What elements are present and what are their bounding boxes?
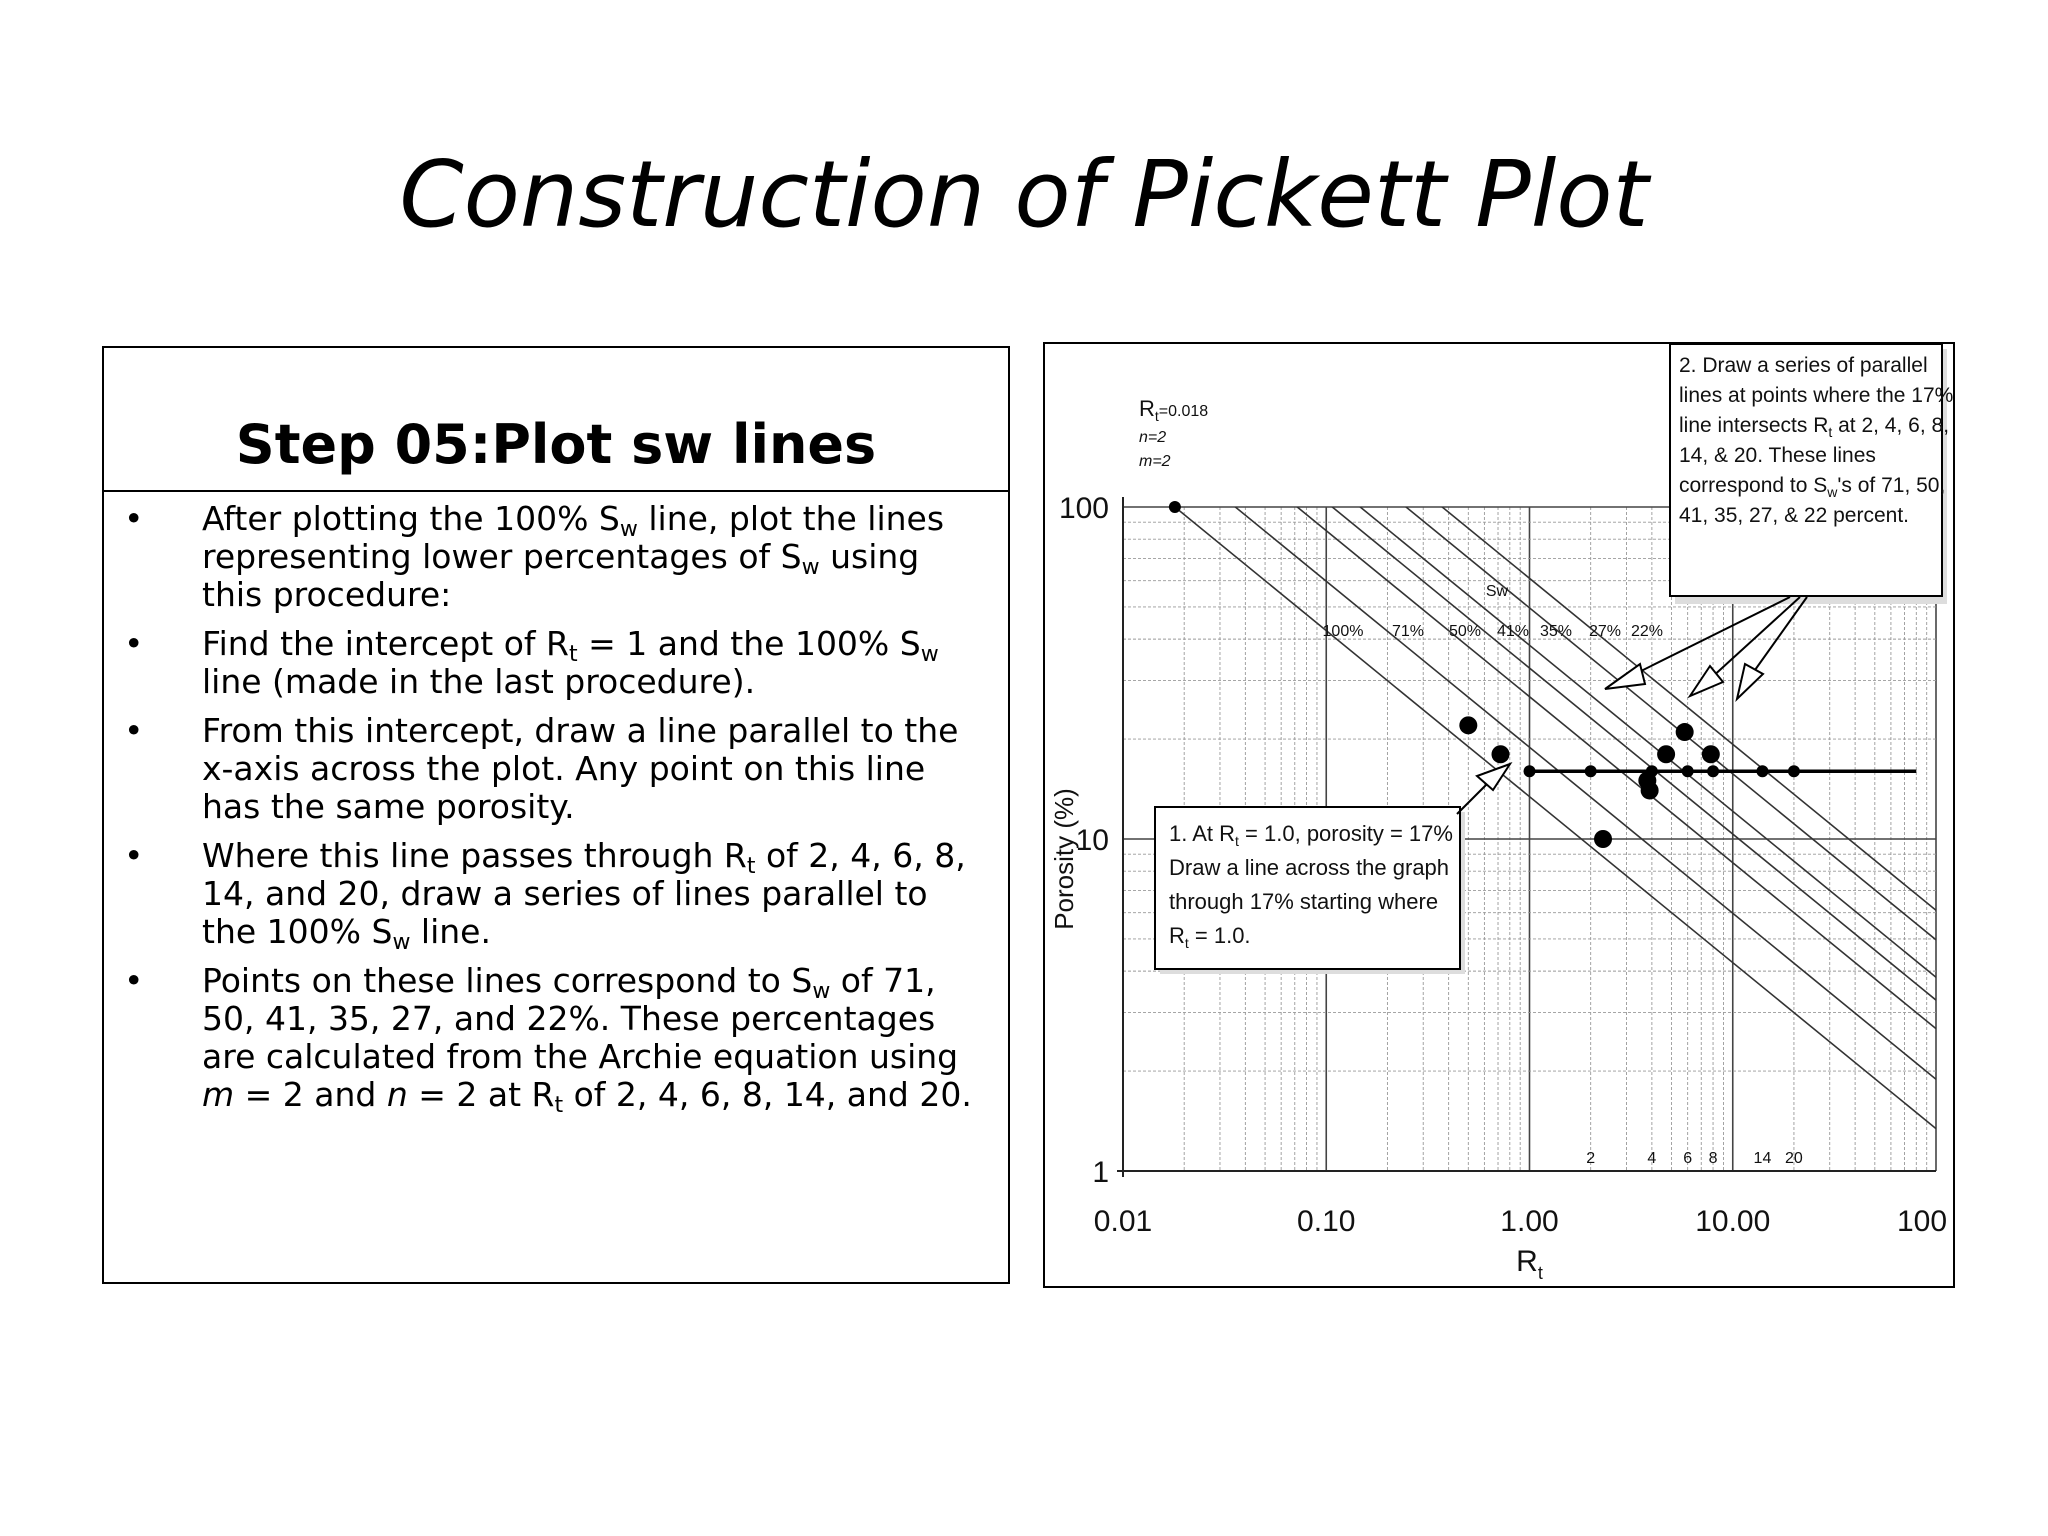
data-point xyxy=(1702,745,1720,763)
rw-label: $R_t^{=0.018}$ xyxy=(1139,396,1209,424)
bullet-dot: • xyxy=(124,711,144,750)
data-point xyxy=(1638,772,1656,790)
annotation-1-text: Draw a line across the graph xyxy=(1169,855,1450,880)
annotation-2-text: 41, 35, 27, & 22 percent. xyxy=(1679,504,1909,527)
annotation-2-arrowhead xyxy=(1737,664,1763,699)
annotation-1-text: $R_t = 1.0$. xyxy=(1169,923,1251,951)
step-heading: Step 05:Plot sw lines xyxy=(235,413,877,476)
data-point xyxy=(1676,723,1694,741)
annotation-1-arrow xyxy=(1457,781,1490,814)
bullet-text: line, plot the lines representing lower percentages of S xyxy=(202,499,945,576)
data-point xyxy=(1594,830,1612,848)
bullet-list xyxy=(104,492,1008,1118)
sw-label: 22% xyxy=(1630,623,1664,640)
x-tick-label: 1.00 xyxy=(1500,1205,1559,1238)
bullet-item xyxy=(104,625,978,701)
data-point xyxy=(1492,745,1510,763)
italic-variable: n xyxy=(386,1075,408,1114)
bullet-item xyxy=(104,961,978,1118)
step-header xyxy=(104,348,1008,492)
bullet-text: of 2, 4, 6, 8, 14, and 20. xyxy=(563,1075,972,1114)
subscript: w xyxy=(812,979,831,1004)
x-tick-label: 10.00 xyxy=(1695,1205,1771,1238)
y-axis-label: Porosity (%) xyxy=(1049,788,1079,930)
sw-label: 100% xyxy=(1322,623,1364,640)
rw-label-value: =0.018 xyxy=(1158,403,1209,420)
sw-label: 35% xyxy=(1539,623,1573,640)
m-label: m=2 xyxy=(1139,453,1171,470)
pickett-plot xyxy=(1045,344,1953,1286)
rt-mark-label: 20 xyxy=(1785,1150,1803,1167)
n-label: n=2 xyxy=(1139,429,1167,446)
rt-mark-label: 6 xyxy=(1683,1150,1693,1167)
bullet-dot: • xyxy=(124,961,144,1000)
annotation-1-text: 1. At $R_t = 1.0$, porosity = 17% xyxy=(1169,821,1453,849)
bullet-text: line. xyxy=(410,912,491,951)
bullet-text: of 71, 50, 41, 35, 27, and 22%. These percentages are calculated from the Archie equation using xyxy=(202,961,959,1076)
bullet-text: Find the intercept of R xyxy=(202,624,569,663)
annotation-2-text: line intersects $R_t$ at 2, 4, 6, 8, xyxy=(1679,414,1950,440)
sw-label: 41% xyxy=(1496,623,1530,640)
bullet-text: line (made in the last procedure). xyxy=(202,662,756,701)
annotation-1-subscript: t xyxy=(1235,833,1239,849)
annotation-2-text: at 2, 4, 6, 8, xyxy=(1832,414,1950,437)
x-axis-label: $R_t$ xyxy=(1516,1245,1543,1283)
data-point xyxy=(1459,716,1477,734)
step-panel xyxy=(102,346,1010,1284)
y-tick-label: 100 xyxy=(1058,492,1109,525)
bullet-text: of 2, 4, 6, 8, 14, and 20, draw a series of lines parallel to the 100% S xyxy=(202,836,966,951)
bullet-text: = 2 at R xyxy=(407,1075,555,1114)
anchor-point xyxy=(1169,501,1181,513)
subscript: w xyxy=(801,555,820,580)
bullet-text: Where this line passes through R xyxy=(202,836,747,875)
x-tick-label: 100 xyxy=(1896,1205,1948,1238)
annotation-1-text: = 1.0. xyxy=(1188,923,1251,948)
y-tick-label: 10 xyxy=(1075,824,1109,857)
intersection-mark xyxy=(1524,765,1536,777)
subscript: w xyxy=(392,930,411,955)
annotation-2-subscript: w xyxy=(1827,484,1838,500)
y-tick-label: 1 xyxy=(1092,1156,1109,1189)
annotation-1-subscript: t xyxy=(1184,935,1189,951)
x-tick-label: 0.10 xyxy=(1297,1205,1356,1238)
intersection-mark xyxy=(1788,765,1800,777)
x-tick-label: 0.01 xyxy=(1093,1205,1153,1238)
annotation-2-text: 's of 71, 50, xyxy=(1837,474,1946,497)
annotation-2-subscript: t xyxy=(1828,424,1833,440)
annotation-2 xyxy=(1605,344,1953,699)
intersection-mark xyxy=(1682,765,1694,777)
slide-title: Construction of Pickett Plot xyxy=(399,141,1649,248)
annotation-1-text: = 1.0, porosity = 17% xyxy=(1238,821,1453,846)
bullet-dot: • xyxy=(124,624,144,663)
bullet-text: From this intercept, draw a line parallel to the x-axis across the plot. Any point on this line has the same porosity. xyxy=(202,711,959,826)
bullet-item xyxy=(104,836,978,955)
subscript: w xyxy=(920,642,939,667)
annotation-1-text: through 17% starting where xyxy=(1169,889,1439,914)
bullet-item xyxy=(104,712,978,826)
annotation-2-text: 2. Draw a series of parallel xyxy=(1679,354,1928,377)
bullet-text: using this procedure: xyxy=(202,537,920,614)
bullet-text: = 1 and the 100% S xyxy=(577,624,921,663)
sw-label: 50% xyxy=(1448,623,1482,640)
annotation-2-box xyxy=(1670,344,1942,596)
rw-label-subscript: t xyxy=(1154,408,1159,424)
subscript: w xyxy=(619,517,638,542)
subscript: t xyxy=(746,854,756,879)
intersection-mark xyxy=(1756,765,1768,777)
subscript: t xyxy=(568,642,578,667)
pickett-plot-panel xyxy=(1043,342,1955,1288)
bullet-text: Points on these lines correspond to S xyxy=(202,961,813,1000)
annotation-2-text: lines at points where the 17% xyxy=(1679,384,1953,407)
rt-mark-label: 2 xyxy=(1586,1150,1596,1167)
bullet-dot: • xyxy=(124,836,144,875)
bullet-item xyxy=(104,500,978,614)
rt-mark-label: 4 xyxy=(1647,1150,1657,1167)
sw-label: 71% xyxy=(1391,623,1425,640)
bullet-text: = 2 and xyxy=(234,1075,387,1114)
data-point xyxy=(1657,745,1675,763)
italic-variable: m xyxy=(202,1075,235,1114)
bullet-dot: • xyxy=(124,499,144,538)
rt-mark-label: 8 xyxy=(1708,1150,1718,1167)
annotation-2-arrowhead xyxy=(1605,664,1645,689)
sw-title: Sw xyxy=(1485,583,1509,600)
intersection-mark xyxy=(1707,765,1719,777)
annotation-2-text: 14, & 20. These lines xyxy=(1679,444,1876,467)
annotation-2-arrow xyxy=(1750,597,1807,677)
x-axis-label-subscript: t xyxy=(1537,1263,1543,1283)
subscript: t xyxy=(554,1093,564,1118)
rt-mark-label: 14 xyxy=(1753,1150,1772,1167)
annotation-1 xyxy=(1155,764,1510,974)
annotation-2-text: correspond to $S_w's$ of 71, 50, xyxy=(1679,474,1946,500)
bullet-text: After plotting the 100% S xyxy=(202,499,620,538)
sw-label: 27% xyxy=(1588,623,1622,640)
intersection-mark xyxy=(1585,765,1597,777)
